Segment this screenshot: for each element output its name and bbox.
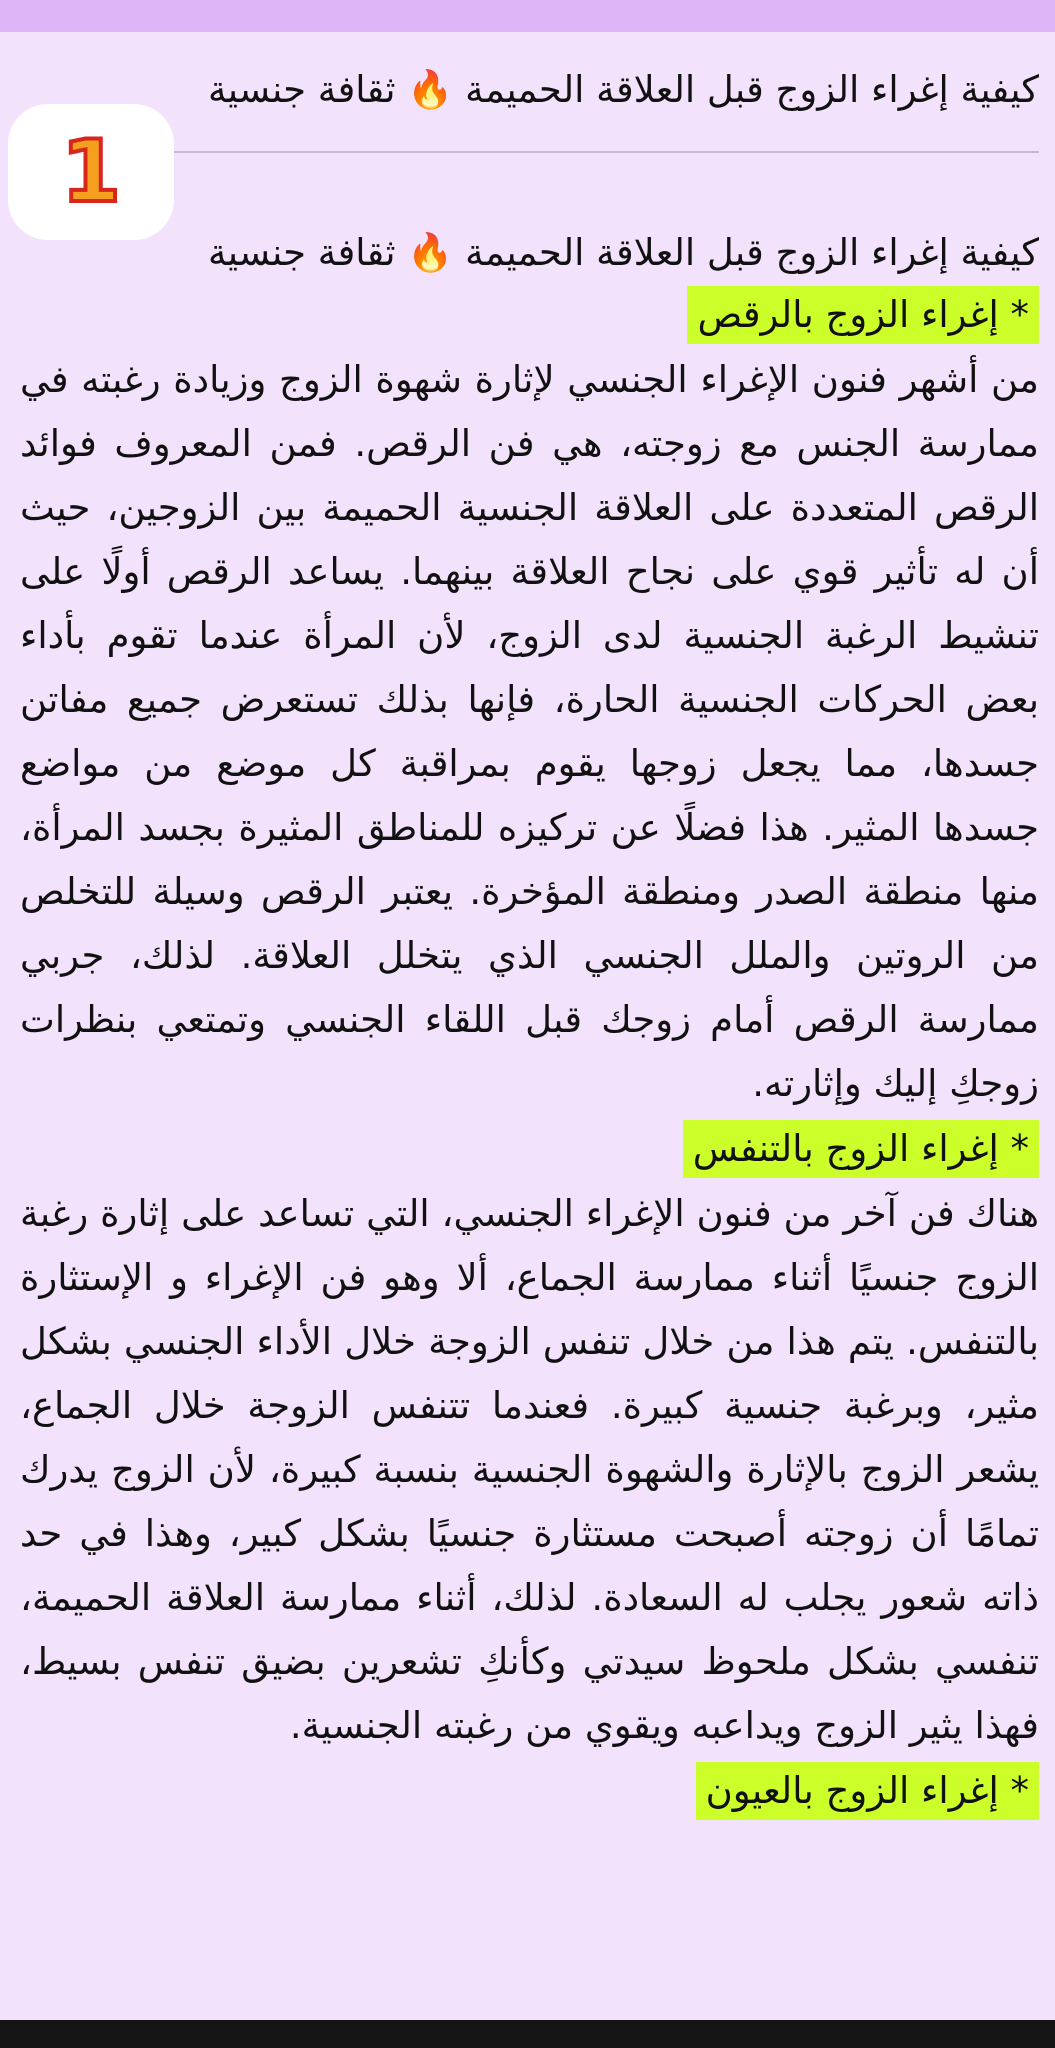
section-heading-breathing: * إغراء الزوج بالتنفس	[683, 1120, 1039, 1178]
section-heading-dance: * إغراء الزوج بالرقص	[687, 286, 1039, 344]
section-heading-row	[20, 1758, 1039, 1824]
bottom-navigation-bar	[0, 2020, 1055, 2048]
section-heading-row	[20, 282, 1039, 348]
section-paragraph-dance: من أشهر فنون الإغراء الجنسي لإثارة شهوة الزوج وزيادة رغبته في ممارسة الجنس مع زوجته، هي فن الرقص. فمن المعروف فوائد الرقص المتعددة على العلاقة الجنسية الحميمة بين الزوجين، حيث أن له تأثير قوي على نجاح العلاقة بينهما. يساعد الرقص أولًا على تنشيط الرغبة الجنسية لدى الزوج، لأن المرأة عندما تقوم بأداء بعض الحركات الجنسية الحارة، فإنها بذلك تستعرض جميع مفاتن جسدها، مما يجعل زوجها يقوم بمراقبة كل موضع من مواضع جسدها المثير. هذا فضلًا عن تركيزه للمناطق المثيرة بجسد المرأة، منها منطقة الصدر ومنطقة المؤخرة. يعتبر الرقص وسيلة للتخلص من الروتين والملل الجنسي الذي يتخلل العلاقة. لذلك، جربي ممارسة الرقص أمام زوجك قبل اللقاء الجنسي وتمتعي بنظرات زوجكِ إليك وإثارته.	[20, 358, 1039, 1105]
status-bar	[0, 0, 1055, 32]
section-heading-row	[20, 1116, 1039, 1182]
section-paragraph-breathing: هناك فن آخر من فنون الإغراء الجنسي، التي تساعد على إثارة رغبة الزوج جنسيًا أثناء ممارسة الجماع، ألا وهو فن الإغراء و الإستثارة بالتنفس. يتم هذا من خلال تنفس الزوجة خلال الأداء الجنسي بشكل مثير، وبرغبة جنسية كبيرة. فعندما تتنفس الزوجة خلال الجماع، يشعر الزوج بالإثارة والشهوة الجنسية بنسبة كبيرة، لأن الزوج يدرك تمامًا أن زوجته أصبحت مستثارة جنسيًا بشكل كبير، وهذا في حد ذاته شعور يجلب له السعادة. لذلك، أثناء ممارسة العلاقة الحميمة، تنفسي بشكل ملحوظ سيدتي وكأنكِ تشعرين بضيق تنفس بسيط، فهذا يثير الزوج ويداعبه ويقوي من رغبته الجنسية.	[20, 1192, 1039, 1747]
article-title: كيفية إغراء الزوج قبل العلاقة الحميمة 🔥 ثقافة جنسية	[207, 231, 1039, 274]
page-number: 1	[61, 122, 121, 222]
page-title: كيفية إغراء الزوج قبل العلاقة الحميمة 🔥 ثقافة جنسية	[207, 68, 1039, 111]
article-body	[20, 224, 1039, 1824]
section-heading-eyes: * إغراء الزوج بالعيون	[696, 1762, 1039, 1820]
page-number-badge	[8, 104, 174, 240]
